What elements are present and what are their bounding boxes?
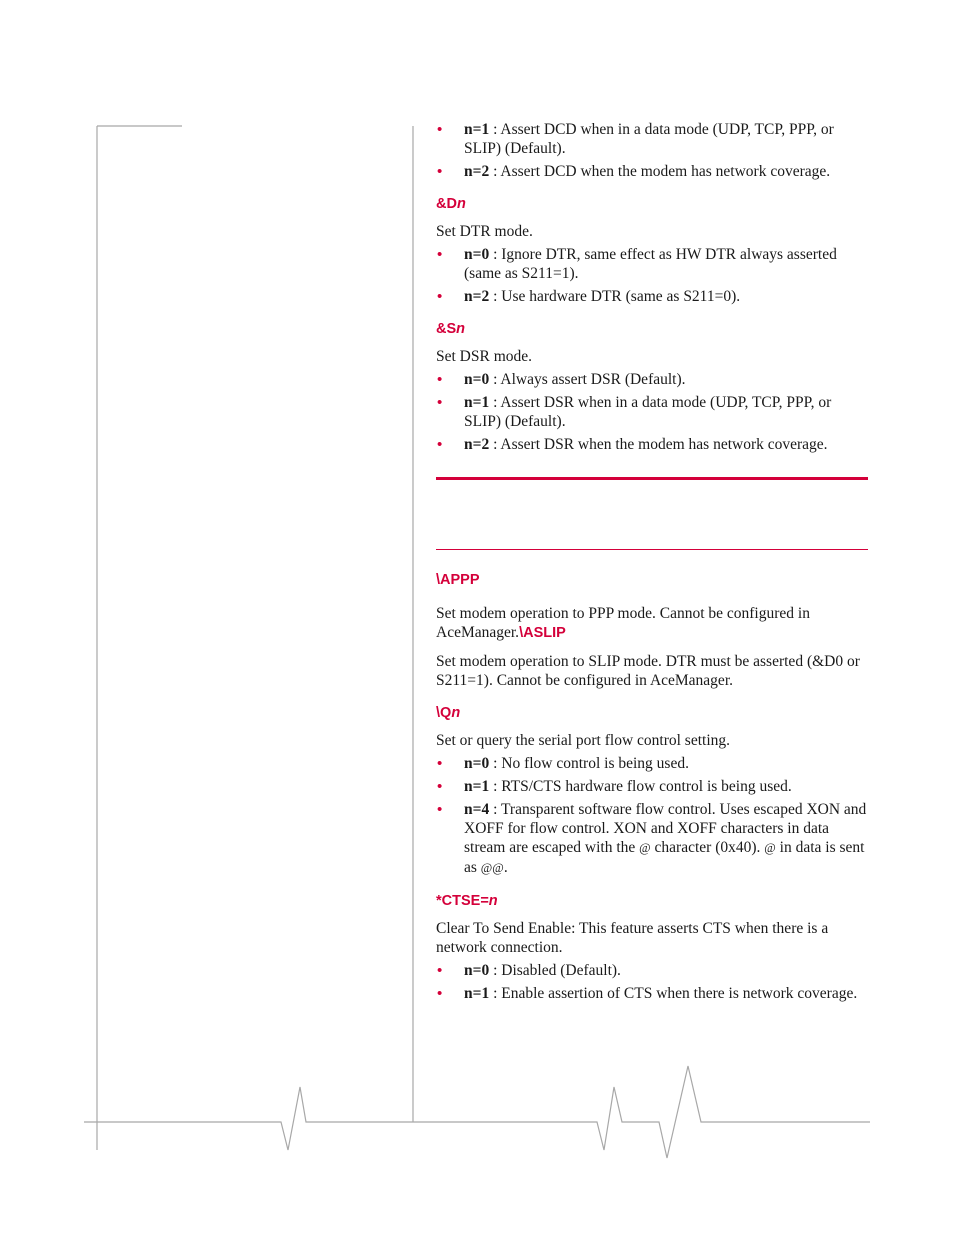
list-item: • n=1 : Assert DSR when in a data mode (UDP, TCP, PPP, or SLIP) (Default). — [436, 393, 868, 431]
command-heading-ctse: *CTSE=n — [436, 893, 498, 909]
list-item: • n=4 : Transparent software flow control. Uses escaped XON and XOFF for flow control. XON and XOFF characters in data stream are escaped with the @ character (0x40). @ in data is sent as @@. — [436, 800, 868, 878]
command-description: Set or query the serial port flow control setting. — [436, 732, 731, 749]
command-heading-dn: &Dn — [436, 196, 466, 212]
list-item: • n=1 : Assert DCD when in a data mode (UDP, TCP, PPP, or SLIP) (Default). — [436, 120, 868, 158]
command-description: Set modem operation to PPP mode. Cannot be configured in AceManager.\ASLIP — [436, 605, 810, 641]
list-item: • n=1 : RTS/CTS hardware flow control is being used. — [436, 777, 868, 796]
flow-control-bullet-list — [436, 754, 868, 878]
dtr-bullet-list — [436, 245, 868, 306]
command-description: Set DTR mode. — [436, 223, 533, 240]
cts-bullet-list — [436, 961, 868, 1003]
footer-waveform — [84, 1066, 870, 1158]
command-description: Set modem operation to SLIP mode. DTR must be asserted (&D0 or S211=1). Cannot be configured in AceManager. — [436, 653, 860, 689]
command-description: Set DSR mode. — [436, 348, 533, 365]
list-item: • n=2 : Assert DCD when the modem has network coverage. — [436, 162, 868, 181]
command-heading-sn: &Sn — [436, 321, 466, 337]
list-item: • n=0 : Disabled (Default). — [436, 961, 868, 980]
command-heading-appp: \APPP — [436, 572, 480, 588]
list-item: • n=0 : Ignore DTR, same effect as HW DTR always asserted (same as S211=1). — [436, 245, 868, 283]
command-heading-qn: \Qn — [436, 705, 461, 721]
list-item: • n=1 : Enable assertion of CTS when there is network coverage. — [436, 984, 868, 1003]
list-item: • n=0 : No flow control is being used. — [436, 754, 868, 773]
dsr-bullet-list — [436, 370, 868, 454]
command-heading-aslip: \ASLIP — [519, 625, 566, 641]
section-divider-thin — [436, 549, 868, 550]
list-item: • n=2 : Assert DSR when the modem has network coverage. — [436, 435, 868, 454]
dcd-bullet-list — [436, 120, 868, 181]
command-description: Clear To Send Enable: This feature asserts CTS when there is a network connection. — [436, 920, 829, 956]
main-column — [436, 120, 868, 1007]
section-divider-thick — [436, 477, 868, 480]
list-item: • n=0 : Always assert DSR (Default). — [436, 370, 868, 389]
list-item: • n=2 : Use hardware DTR (same as S211=0). — [436, 287, 868, 306]
